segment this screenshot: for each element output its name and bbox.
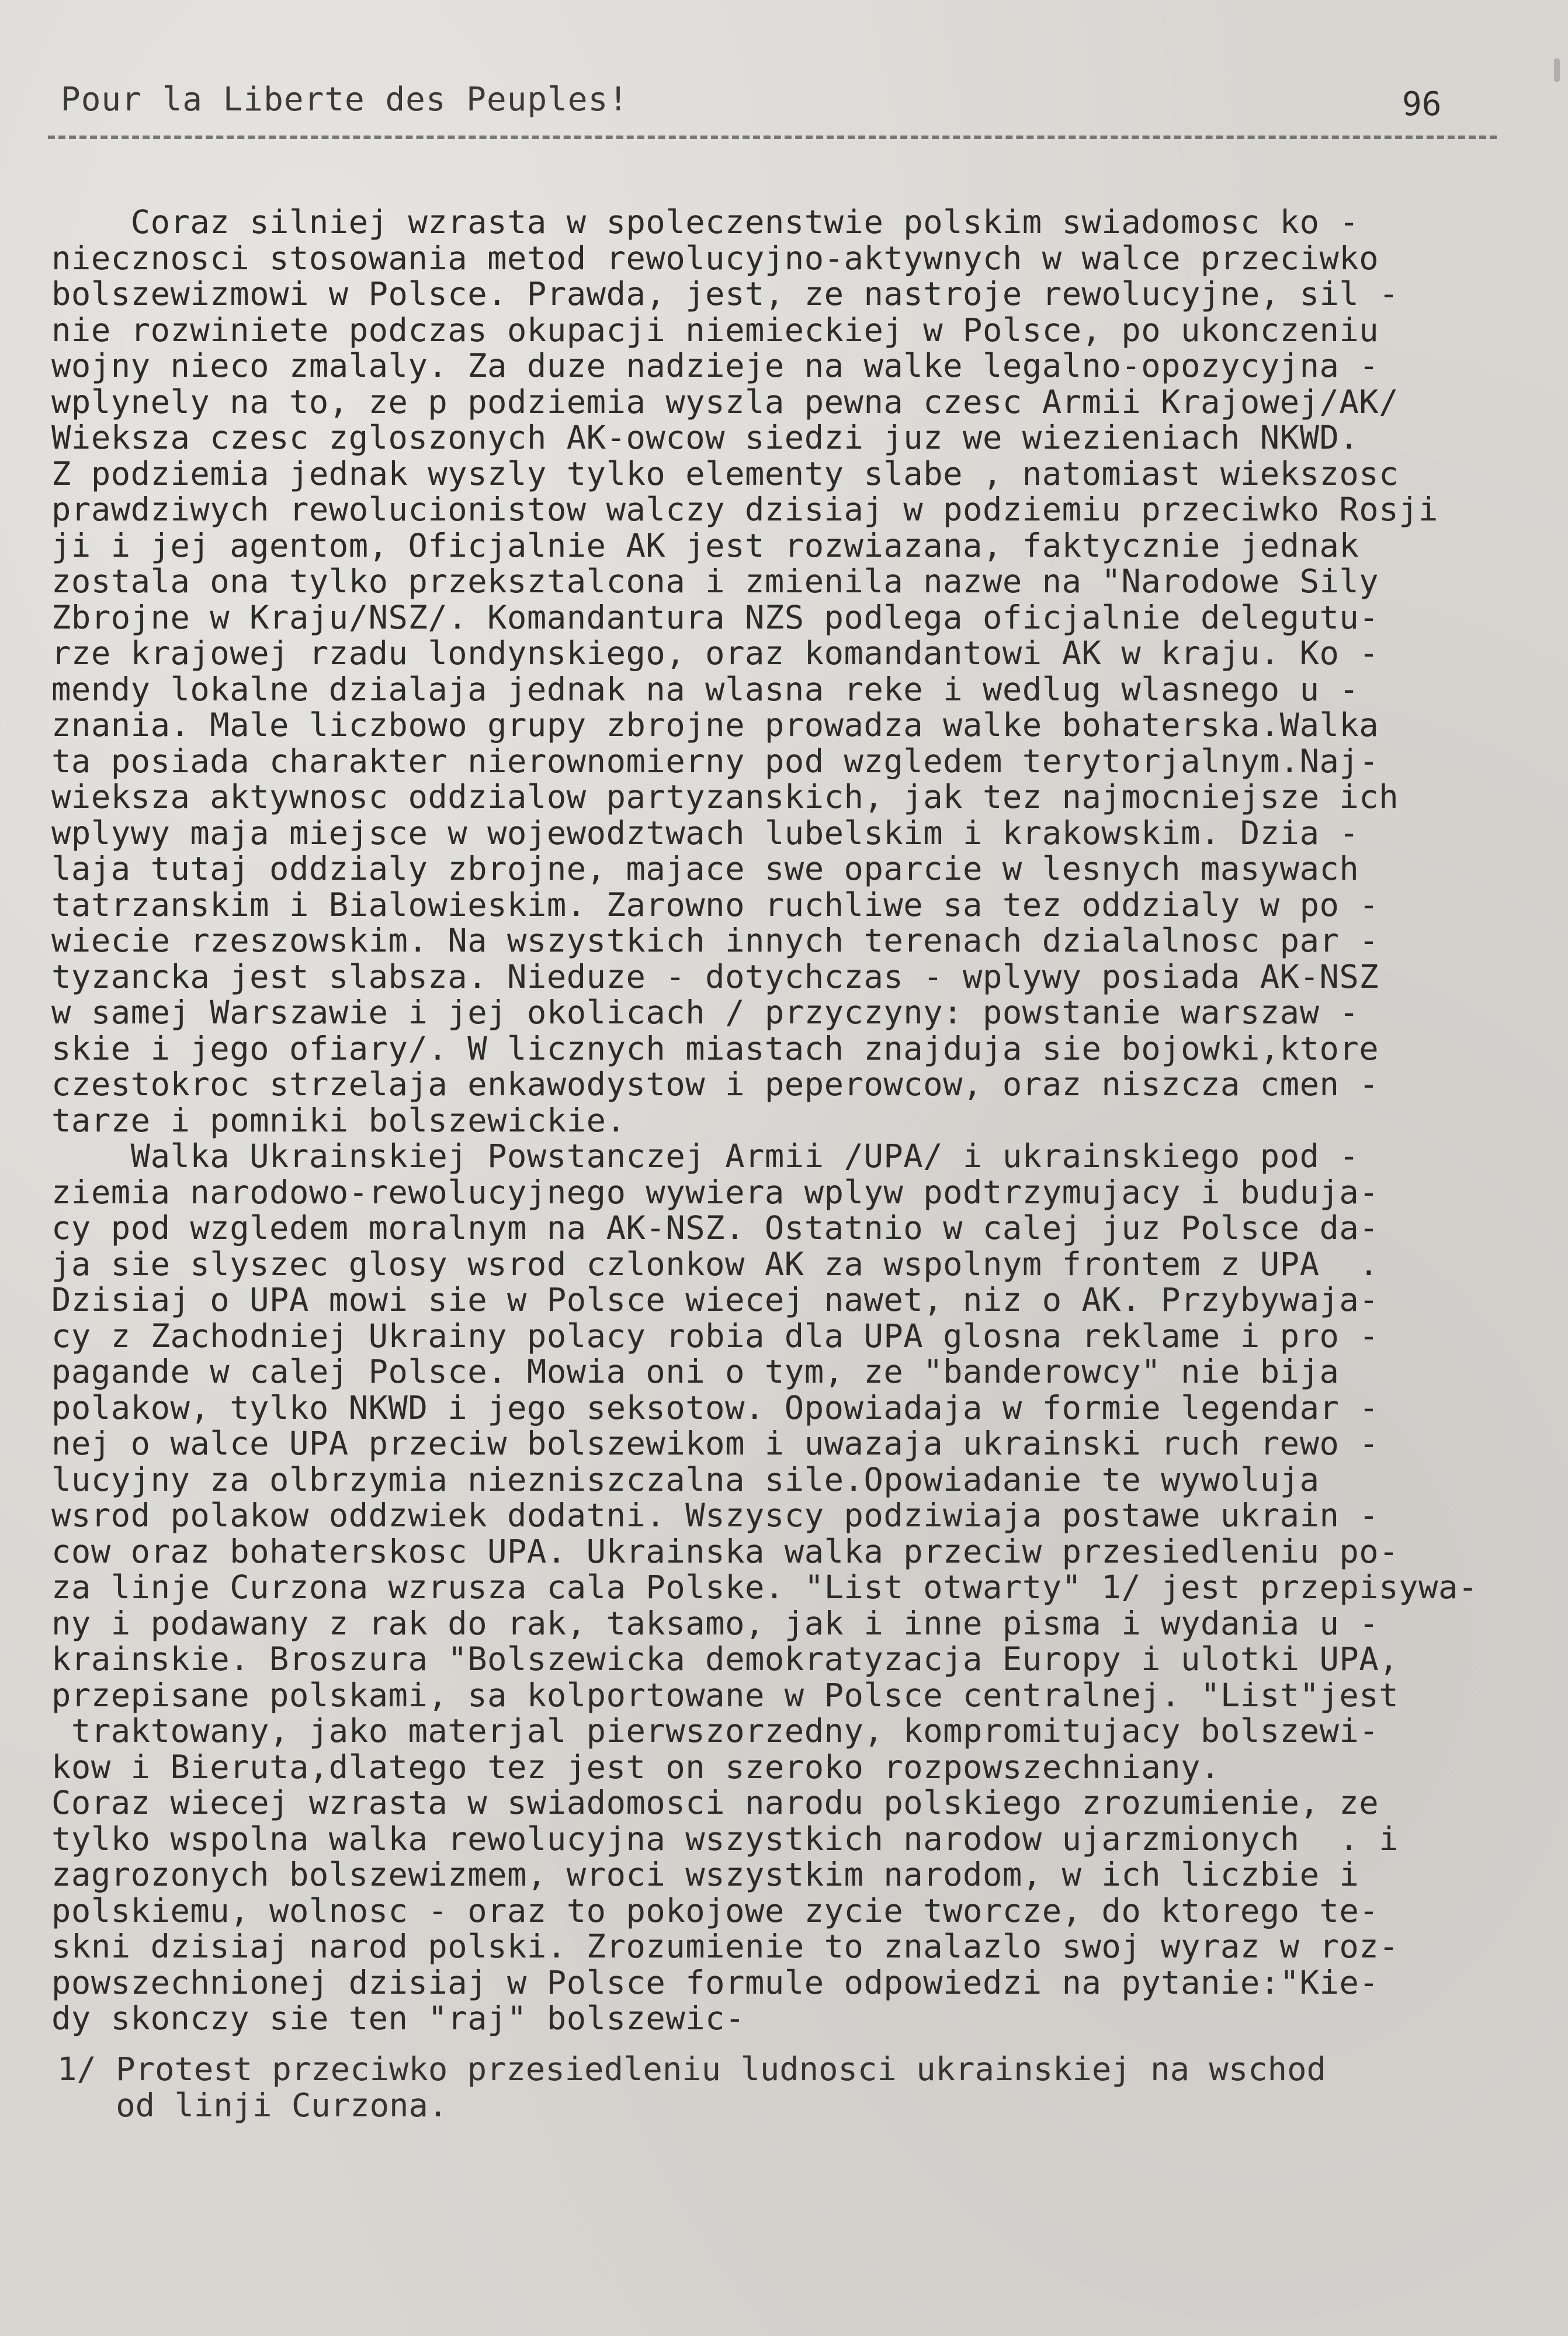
text-line: krainskie. Broszura "Bolszewicka demokratyzacja Europy i ulotki UPA, — [51, 1640, 1399, 1678]
header-divider — [48, 136, 1497, 139]
text-line: Zbrojne w Kraju/NSZ/. Komandantura NZS podlega oficjalnie delegutu- — [51, 598, 1379, 637]
text-line: ja sie slyszec glosy wsrod czlonkow AK za wspolnym frontem z UPA . — [51, 1245, 1379, 1283]
text-line: tylko wspolna walka rewolucyjna wszystkich narodow ujarzmionych . i — [51, 1820, 1399, 1858]
text-line: za linje Curzona wzrusza cala Polske. "List otwarty" 1/ jest przepisywa- — [51, 1568, 1478, 1606]
text-line: cy z Zachodniej Ukrainy polacy robia dla UPA glosna reklame i pro - — [51, 1317, 1379, 1355]
text-line: kow i Bieruta,dlatego tez jest on szeroko rozpowszechniany. — [51, 1748, 1220, 1786]
text-line: lucyjny za olbrzymia niezniszczalna sile.Opowiadanie te wywoluja — [51, 1460, 1320, 1499]
text-line: cow oraz bohaterskosc UPA. Ukrainska walka przeciw przesiedleniu po- — [51, 1532, 1399, 1571]
text-line: rze krajowej rzadu londynskiego, oraz komandantowi AK w kraju. Ko - — [51, 634, 1379, 672]
text-line: czestokroc strzelaja enkawodystow i peperowcow, oraz niszcza cmen - — [51, 1065, 1379, 1103]
footnote-line: 1/ Protest przeciwko przesiedleniu ludnosci ukrainskiej na wschod — [57, 2050, 1326, 2088]
text-line: ji i jej agentom, Oficjalnie AK jest rozwiazana, faktycznie jednak — [51, 526, 1359, 565]
text-line: bolszewizmowi w Polsce. Prawda, jest, ze nastroje rewolucyjne, sil - — [51, 275, 1399, 313]
text-line: ta posiada charakter nierownomierny pod wzgledem terytorjalnym.Naj- — [51, 742, 1379, 780]
text-line: Coraz wiecej wzrasta w swiadomosci narodu polskiego zrozumienie, ze — [51, 1784, 1379, 1822]
text-line: skie i jego ofiary/. W licznych miastach znajduja sie bojowki,ktore — [51, 1029, 1379, 1068]
text-line: Dzisiaj o UPA mowi sie w Polsce wiecej nawet, niz o AK. Przybywaja- — [51, 1281, 1379, 1319]
page-header — [48, 81, 1520, 127]
text-line: skni dzisiaj narod polski. Zrozumienie to znalazlo swoj wyraz w roz- — [51, 1928, 1399, 1966]
text-line: mendy lokalne dzialaja jednak na wlasna reke i wedlug wlasnego u - — [51, 670, 1359, 709]
text-line: w samej Warszawie i jej okolicach / przyczyny: powstanie warszaw - — [51, 994, 1359, 1032]
text-line: tatrzanskim i Bialowieskim. Zarowno ruchliwe sa tez oddzialy w po - — [51, 886, 1379, 924]
text-line: Z podziemia jednak wyszly tylko elementy slabe , natomiast wiekszosc — [51, 454, 1399, 493]
text-line: polskiemu, wolnosc - oraz to pokojowe zycie tworcze, do ktorego te- — [51, 1891, 1379, 1930]
text-line: cy pod wzgledem moralnym na AK-NSZ. Ostatnio w calej juz Polsce da- — [51, 1209, 1379, 1247]
text-line: powszechnionej dzisiaj w Polsce formule odpowiedzi na pytanie:"Kie- — [51, 1963, 1379, 2002]
text-line: niecznosci stosowania metod rewolucyjno-aktywnych w walce przeciwko — [51, 239, 1379, 277]
text-line: wplynely na to, ze p podziemia wyszla pewna czesc Armii Krajowej/AK/ — [51, 383, 1399, 421]
text-line: ny i podawany z rak do rak, taksamo, jak i inne pisma i wydania u - — [51, 1604, 1379, 1643]
text-line: wsrod polakow oddzwiek dodatni. Wszyscy podziwiaja postawe ukrain - — [51, 1497, 1379, 1535]
text-line: nej o walce UPA przeciw bolszewikom i uwazaja ukrainski ruch rewo - — [51, 1425, 1379, 1463]
text-line: zostala ona tylko przeksztalcona i zmienila nazwe na "Narodowe Sily — [51, 563, 1379, 601]
page-number: 96 — [1402, 85, 1442, 123]
footnote — [57, 2052, 1518, 2124]
text-line: przepisane polskami, sa kolportowane w Polsce centralnej. "List"jest — [51, 1676, 1399, 1714]
text-line: Walka Ukrainskiej Powstanczej Armii /UPA/ i ukrainskiego pod - — [51, 1137, 1359, 1175]
text-line: wojny nieco zmalaly. Za duze nadzieje na walke legalno-opozycyjna - — [51, 347, 1379, 385]
text-line: traktowany, jako materjal pierwszorzedny, kompromitujacy bolszewi- — [51, 1712, 1379, 1750]
text-line: nie rozwiniete podczas okupacji niemieckiej w Polsce, po ukonczeniu — [51, 311, 1379, 349]
text-line: zagrozonych bolszewizmem, wroci wszystkim narodom, w ich liczbie i — [51, 1856, 1359, 1894]
text-line: ziemia narodowo-rewolucyjnego wywiera wplyw podtrzymujacy i buduja- — [51, 1173, 1379, 1212]
text-line: wieksza aktywnosc oddzialow partyzanskich, jak tez najmocniejsze ich — [51, 778, 1399, 816]
footnote-line: od linji Curzona. — [57, 2087, 448, 2125]
text-line: laja tutaj oddzialy zbrojne, majace swe oparcie w lesnych masywach — [51, 850, 1359, 888]
scan-blemish — [1554, 58, 1560, 82]
text-line: dy skonczy sie ten "raj" bolszewic- — [51, 2000, 745, 2038]
text-line: polakow, tylko NKWD i jego seksotow. Opowiadaja w formie legendar - — [51, 1389, 1379, 1427]
text-line: pagande w calej Polsce. Mowia oni o tym, ze "banderowcy" nie bija — [51, 1353, 1340, 1391]
text-line: tyzancka jest slabsza. Nieduze - dotychczas - wplywy posiada AK-NSZ — [51, 957, 1379, 996]
body-text — [51, 204, 1524, 2037]
text-line: Wieksza czesc zgloszonych AK-owcow siedzi juz we wiezieniach NKWD. — [51, 419, 1359, 457]
header-title: Pour la Liberte des Peuples! — [61, 81, 629, 119]
text-line: prawdziwych rewolucionistow walczy dzisiaj w podziemiu przeciwko Rosji — [51, 491, 1438, 529]
text-line: znania. Male liczbowo grupy zbrojne prowadza walke bohaterska.Walka — [51, 706, 1379, 744]
text-line: tarze i pomniki bolszewickie. — [51, 1101, 626, 1140]
text-line: Coraz silniej wzrasta w spoleczenstwie polskim swiadomosc ko - — [51, 203, 1359, 241]
text-line: wplywy maja miejsce w wojewodztwach lubelskim i krakowskim. Dzia - — [51, 814, 1359, 852]
text-line: wiecie rzeszowskim. Na wszystkich innych terenach dzialalnosc par - — [51, 922, 1379, 960]
